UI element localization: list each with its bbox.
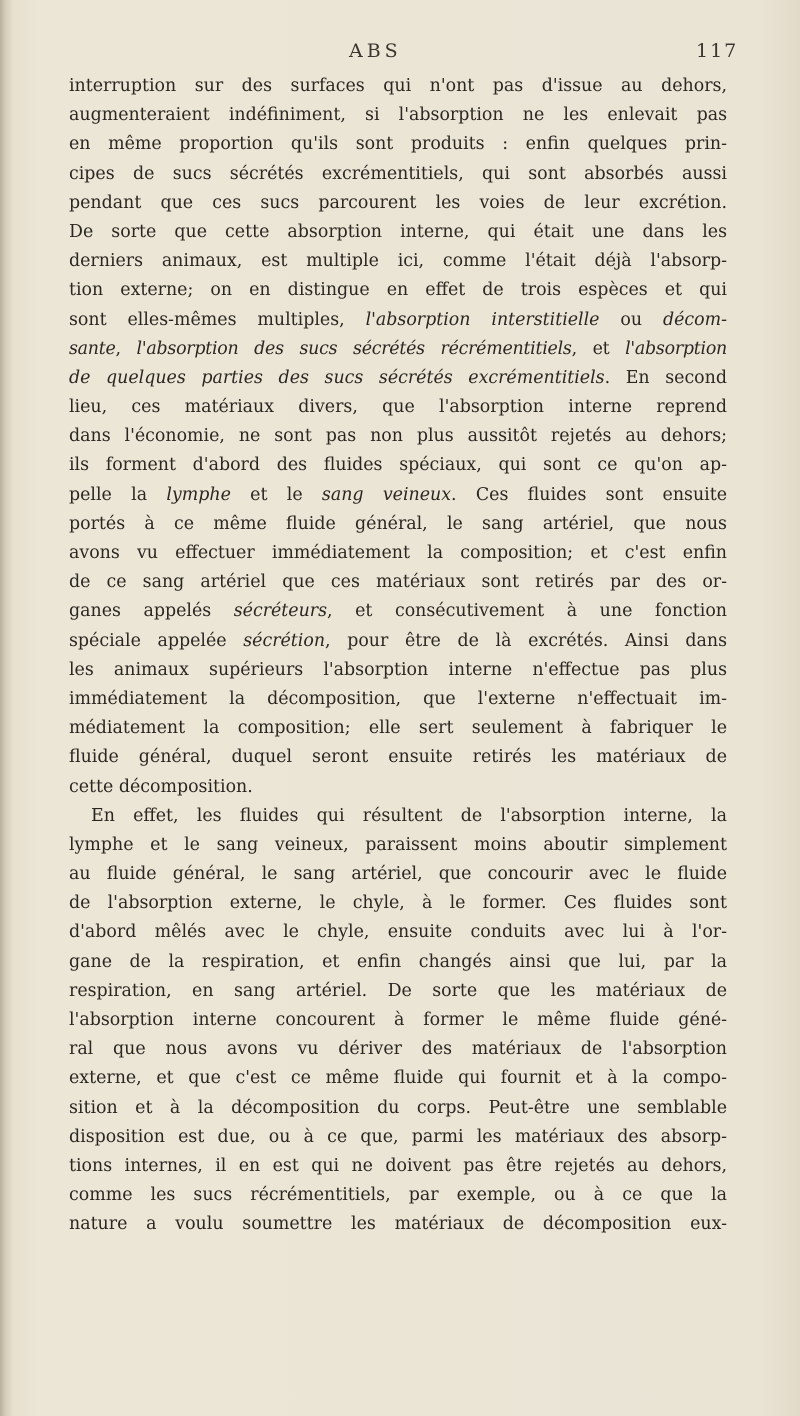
text-line: ils forment d'abord des fluides spéciaux, qui sont ce qu'on ap-	[69, 455, 727, 476]
text-line: sante, l'absorption des sucs sécrétés récrémentitiels, et l'absorption	[69, 338, 727, 359]
italic-term: décom-	[662, 309, 727, 330]
text-line: spéciale appelée sécrétion, pour être de là excrétés. Ainsi dans	[69, 630, 727, 651]
text-line: ral que nous avons vu dériver des matériaux de l'absorption	[69, 1039, 727, 1060]
text-line: derniers animaux, est multiple ici, comme l'était déjà l'absorp-	[69, 251, 727, 272]
text-line: nature a voulu soumettre les matériaux de décomposition eux-	[69, 1214, 727, 1235]
text-line: gane de la respiration, et enfin changés ainsi que lui, par la	[69, 951, 727, 972]
text-line: De sorte que cette absorption interne, qui était une dans les	[69, 221, 727, 242]
text-line: lymphe et le sang veineux, paraissent moins aboutir simplement	[69, 834, 727, 855]
text-line: médiatement la composition; elle sert seulement à fabriquer le	[69, 718, 727, 739]
text-line: externe, et que c'est ce même fluide qui fournit et à la compo-	[69, 1068, 727, 1089]
italic-term: lymphe	[166, 484, 231, 505]
text-line: de quelques parties des sucs sécrétés excrémentitiels. En second	[69, 367, 727, 388]
italic-term: l'absorption interstitielle	[365, 309, 600, 330]
text-line: cette décomposition.	[69, 776, 253, 797]
text-line: lieu, ces matériaux divers, que l'absorption interne reprend	[69, 397, 727, 418]
italic-term: sécréteurs	[233, 601, 328, 622]
italic-term: l'absorption	[625, 338, 727, 359]
text-line: augmenteraient indéfiniment, si l'absorption ne les enlevait pas	[69, 105, 727, 126]
text-line: de l'absorption externe, le chyle, à le former. Ces fluides sont	[69, 893, 727, 914]
text-line: En effet, les fluides qui résultent de l'absorption interne, la	[91, 805, 727, 826]
text-line: ganes appelés sécréteurs, et consécutivement à une fonction	[69, 601, 727, 622]
italic-term: sécrétion	[243, 630, 326, 651]
text-line: respiration, en sang artériel. De sorte que les matériaux de	[69, 980, 727, 1001]
text-line: cipes de sucs sécrétés excrémentitiels, qui sont absorbés aussi	[69, 163, 727, 184]
text-line: pelle la lymphe et le sang veineux. Ces fluides sont ensuite	[69, 484, 727, 505]
text-line: comme les sucs récrémentitiels, par exemple, ou à ce que la	[69, 1185, 727, 1206]
text-line: interruption sur des surfaces qui n'ont pas d'issue au dehors,	[69, 76, 727, 96]
text-line: sont elles-mêmes multiples, l'absorption interstitielle ou décom-	[69, 309, 727, 330]
page-number: 117	[696, 40, 739, 62]
text-line: de ce sang artériel que ces matériaux sont retirés par des or-	[69, 572, 727, 593]
text-line: en même proportion qu'ils sont produits : enfin quelques prin-	[69, 134, 727, 155]
italic-term: sante	[69, 338, 116, 359]
text-line: tion externe; on en distingue en effet de trois espèces et qui	[69, 280, 727, 301]
text-line: sition et à la décomposition du corps. Peut-être une semblable	[69, 1097, 727, 1118]
text-line: tions internes, il en est qui ne doivent pas être rejetés au dehors,	[69, 1155, 727, 1176]
text-line: immédiatement la décomposition, que l'externe n'effectuait im-	[69, 688, 727, 709]
body-text	[69, 72, 727, 1240]
text-line: portés à ce même fluide général, le sang artériel, que nous	[69, 513, 727, 534]
italic-term: l'absorption des sucs sécrétés récrémentitiels	[136, 338, 572, 359]
text-line: avons vu effectuer immédiatement la composition; et c'est enfin	[69, 543, 727, 563]
italic-term: sang veineux	[321, 484, 452, 505]
text-line: disposition est due, ou à ce que, parmi les matériaux des absorp-	[69, 1126, 727, 1147]
running-head: ABS	[349, 40, 402, 62]
text-line: l'absorption interne concourent à former le même fluide géné-	[69, 1010, 727, 1030]
text-line: d'abord mêlés avec le chyle, ensuite conduits avec lui à l'or-	[69, 922, 727, 943]
text-line: au fluide général, le sang artériel, que concourir avec le fluide	[69, 864, 727, 885]
text-line: les animaux supérieurs l'absorption interne n'effectue pas plus	[69, 659, 727, 680]
text-line: pendant que ces sucs parcourent les voies de leur excrétion.	[69, 192, 727, 213]
text-line: fluide général, duquel seront ensuite retirés les matériaux de	[69, 747, 727, 768]
text-line: dans l'économie, ne sont pas non plus aussitôt rejetés au dehors;	[69, 426, 727, 447]
page-header	[0, 40, 800, 70]
binding-edge	[0, 0, 12, 1416]
italic-term: de quelques parties des sucs sécrétés excrémentitiels	[69, 367, 605, 388]
